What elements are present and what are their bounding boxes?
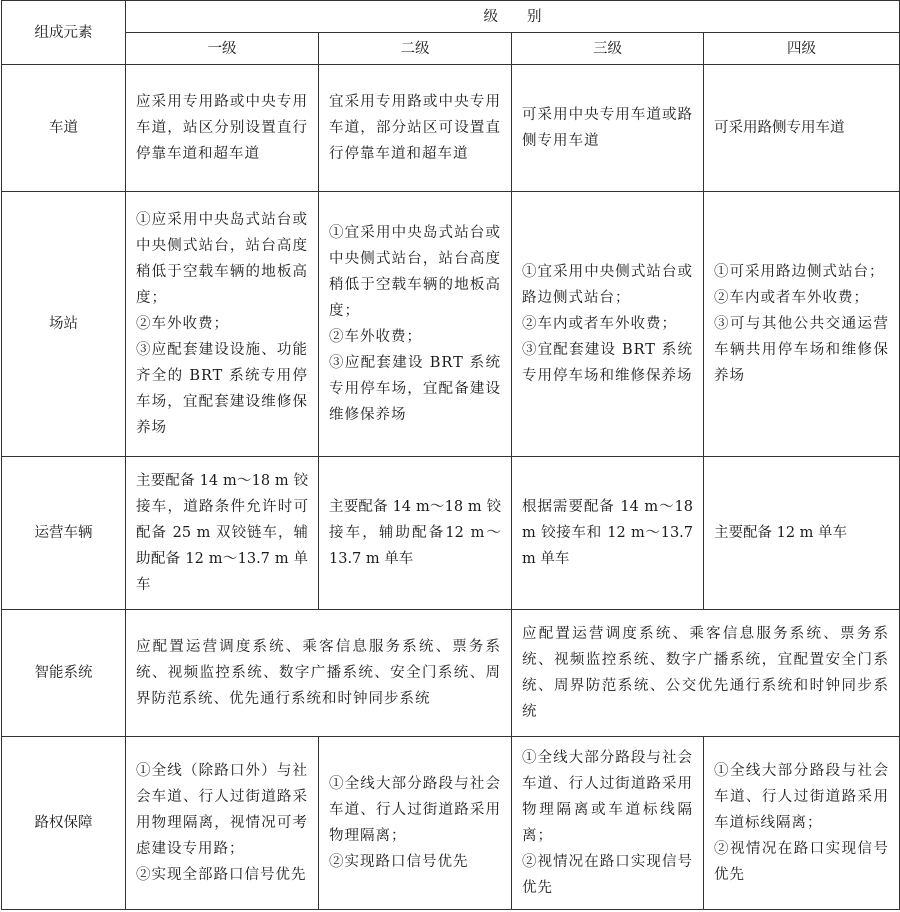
- table-cell: ①全线（除路口外）与社会车道、行人过街道路采用物理隔离，视情况可考虑建设专用路； ②实现全部路口信号优先: [126, 737, 319, 910]
- table-cell: ①全线大部分路段与社会车道、行人过街道路采用物理隔离或车道标线隔离； ②视情况在路口实现信号优先: [512, 737, 704, 910]
- table-cell: ①可采用路边侧式站台； ②车内或者车外收费； ③可与其他公共交通运营车辆共用停车场和维修保养场: [704, 192, 900, 457]
- table-cell: 应采用专用路或中央专用车道，站区分别设置直行停靠车道和超车道: [126, 65, 319, 192]
- header-level-group: 级 别: [126, 1, 900, 33]
- table-row: [2, 457, 900, 610]
- row-label: 运营车辆: [2, 457, 126, 610]
- brt-level-table: [1, 0, 900, 910]
- table-cell: ①宜采用中央岛式站台或中央侧式站台，站台高度稍低于空载车辆的地板高度； ②车外收费； ③应配套建设 BRT 系统专用停车场，宜配备建设维修保养场: [319, 192, 512, 457]
- table-cell: 主要配备 12 m 单车: [704, 457, 900, 610]
- header-level-4: 四级: [704, 33, 900, 65]
- table-cell: ①宜采用中央侧式站台或路边侧式站台； ②车内或者车外收费； ③宜配套建设 BRT 系统专用停车场和维修保养场: [512, 192, 704, 457]
- table-cell: ①全线大部分路段与社会车道、行人过街道路采用车道标线隔离； ②视情况在路口实现信号优先: [704, 737, 900, 910]
- row-label: 车道: [2, 65, 126, 192]
- table-cell: 可采用路侧专用车道: [704, 65, 900, 192]
- table-row: [2, 65, 900, 192]
- table-cell: 主要配备 14 m～18 m 铰接车，道路条件允许时可配备 25 m 双铰链车，辅助配备 12 m～13.7 m 单车: [126, 457, 319, 610]
- header-level-2: 二级: [319, 33, 512, 65]
- row-label: 路权保障: [2, 737, 126, 910]
- table-cell: 可采用中央专用车道或路侧专用车道: [512, 65, 704, 192]
- table-cell: ①应采用中央岛式站台或中央侧式站台，站台高度稍低于空载车辆的地板高度； ②车外收费； ③应配套建设设施、功能齐全的 BRT 系统专用停车场，宜配套建设维修保养场: [126, 192, 319, 457]
- header-level-3: 三级: [512, 33, 704, 65]
- table-cell: 宜采用专用路或中央专用车道，部分站区可设置直行停靠车道和超车道: [319, 65, 512, 192]
- table-row: [2, 610, 900, 737]
- table-cell: 应配置运营调度系统、乘客信息服务系统、票务系统、视频监控系统、数字广播系统、安全门系统、周界防范系统、优先通行系统和时钟同步系统: [126, 610, 512, 737]
- header-element: 组成元素: [2, 1, 126, 65]
- table-cell: 根据需要配备 14 m～18 m 铰接车和 12 m～13.7 m 单车: [512, 457, 704, 610]
- table-row: [2, 737, 900, 910]
- header-level-1: 一级: [126, 33, 319, 65]
- row-label: 场站: [2, 192, 126, 457]
- table-cell: 主要配备 14 m～18 m 铰接车，辅助配备12 m～13.7 m 单车: [319, 457, 512, 610]
- table-row: [2, 192, 900, 457]
- row-label: 智能系统: [2, 610, 126, 737]
- table-cell: ①全线大部分路段与社会车道、行人过街道路采用物理隔离； ②实现路口信号优先: [319, 737, 512, 910]
- table-cell: 应配置运营调度系统、乘客信息服务系统、票务系统、视频监控系统、数字广播系统，宜配置安全门系统、周界防范系统、公交优先通行系统和时钟同步系统: [512, 610, 900, 737]
